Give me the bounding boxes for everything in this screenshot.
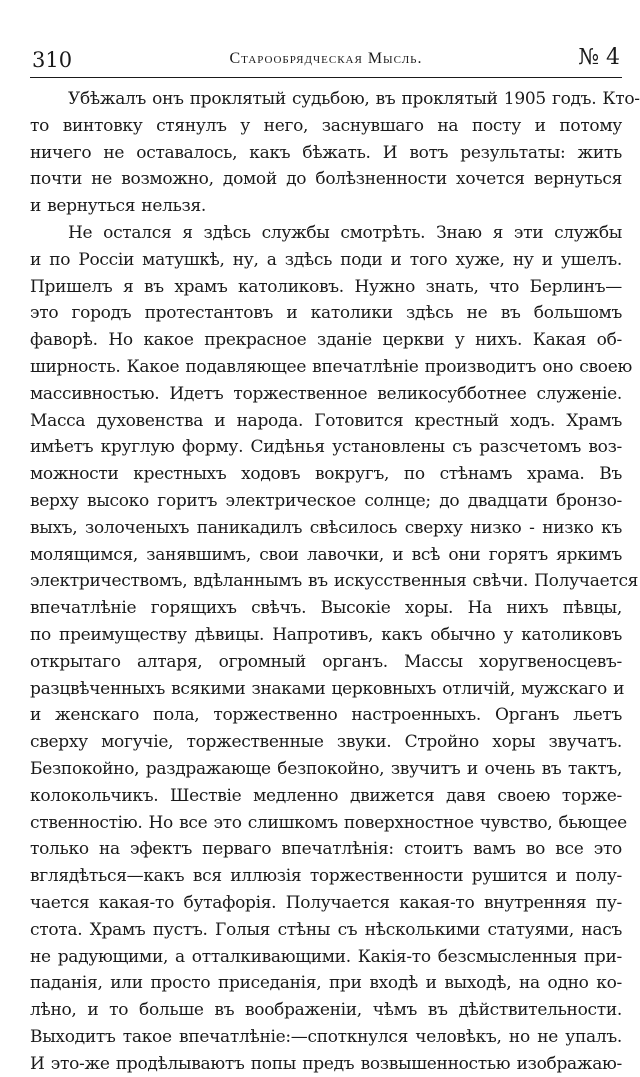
- text-line: открытаго алтаря, огромный органъ. Массы хоругвеносцевъ-: [30, 651, 622, 672]
- text-line: почти не возможно, домой до болѣзненности хочется вернуться: [30, 169, 622, 190]
- text-line: Не остался я здѣсь службы смотрѣть. Знаю я эти службы: [68, 222, 622, 243]
- text-line: это городъ протестантовъ и католики здѣсь не въ большомъ: [30, 303, 622, 324]
- text-line: впечатлѣніе горящихъ свѣчъ. Высокіе хоры. На нихъ пѣвцы,: [30, 598, 622, 619]
- text-line: массивностью. Идетъ торжественное великосубботнее служеніе.: [30, 383, 622, 404]
- text-line: колокольчикъ. Шествіе медленно движется давя своею торже-: [30, 785, 622, 806]
- text-line: паданія, или просто приседанія, при входѣ и выходѣ, на одно ко-: [30, 973, 622, 994]
- text-line: лѣно, и то больше въ воображеніи, чѣмъ въ дѣйствительности.: [30, 1000, 622, 1021]
- text-line: Выходитъ такое впечатлѣніе:—споткнулся человѣкъ, но не упалъ.: [30, 1026, 622, 1047]
- text-line: Безпокойно, раздражающе безпокойно, звучитъ и очень въ тактъ,: [30, 758, 622, 779]
- header-divider: [30, 77, 622, 78]
- text-line: молящимся, занявшимъ, свои лавочки, и всѣ они горятъ яркимъ: [30, 544, 622, 565]
- text-line: сверху могучіе, торжественные звуки. Стройно хоры звучатъ.: [30, 732, 622, 753]
- journal-title: Старообрядческая Мысль.: [229, 50, 423, 67]
- text-line: вглядѣться—какъ вся иллюзія торжественности рушится и полу-: [30, 866, 622, 887]
- issue-number: № 4: [578, 45, 620, 70]
- text-line: и вернуться нельзя.: [30, 196, 207, 217]
- body-text: [30, 86, 640, 1077]
- text-line: разцвѣченныхъ всякими знаками церковныхъ отличій, мужскаго и: [30, 678, 625, 699]
- page-header: [30, 44, 622, 74]
- text-line: по преимуществу дѣвицы. Напротивъ, какъ обычно у католиковъ: [30, 624, 622, 645]
- text-line: и по Россіи матушкѣ, ну, а здѣсь поди и того хуже, ну и ушелъ.: [30, 249, 622, 270]
- text-line: имѣетъ круглую форму. Сидѣнья установлены съ разсчетомъ воз-: [30, 437, 622, 458]
- text-line: не радующими, а отталкивающими. Какія-то безсмысленныя при-: [30, 946, 622, 967]
- text-line: стота. Храмъ пустъ. Голыя стѣны съ нѣсколькими статуями, насъ: [30, 919, 622, 940]
- text-line: И это-же продѣлываютъ попы предъ возвышенностью изображаю-: [30, 1053, 622, 1074]
- text-line: чается какая-то бутафорія. Получается какая-то внутренняя пу-: [30, 892, 622, 913]
- text-line: ничего не оставалось, какъ бѣжать. И вотъ результаты: жить: [30, 142, 622, 163]
- text-line: и женскаго пола, торжественно настроенныхъ. Органъ льетъ: [30, 705, 622, 726]
- text-line: Убѣжалъ онъ проклятый судьбою, въ проклятый 1905 годъ. Кто-: [68, 89, 640, 109]
- text-line: выхъ, золоченыхъ паникадилъ свѣсилось сверху низко - низко къ: [30, 517, 622, 538]
- text-line: Пришелъ я въ храмъ католиковъ. Нужно знать, что Берлинъ—: [30, 276, 622, 297]
- page-number: 310: [32, 48, 73, 72]
- text-line: Масса духовенства и народа. Готовится крестный ходъ. Храмъ: [30, 410, 622, 431]
- text-line: ширность. Какое подавляющее впечатлѣніе производитъ оно своею: [30, 356, 632, 377]
- text-line: только на эфектъ перваго впечатлѣнія: стоитъ вамъ во все это: [30, 839, 622, 860]
- text-line: можности крестныхъ ходовъ вокругъ, по стѣнамъ храма. Въ: [30, 464, 622, 485]
- text-line: фаворѣ. Но какое прекрасное зданіе церкви у нихъ. Какая об-: [30, 330, 622, 351]
- text-line: ственностію. Но все это слишкомъ поверхностное чувство, бьющее: [30, 812, 627, 833]
- text-line: электричествомъ, вдѣланнымъ въ искусственныя свѣчи. Получается: [30, 571, 639, 592]
- text-line: верху высоко горитъ электрическое солнце; до двадцати бронзо-: [30, 490, 622, 511]
- text-line: то винтовку стянулъ у него, заснувшаго на посту и потому: [30, 115, 622, 136]
